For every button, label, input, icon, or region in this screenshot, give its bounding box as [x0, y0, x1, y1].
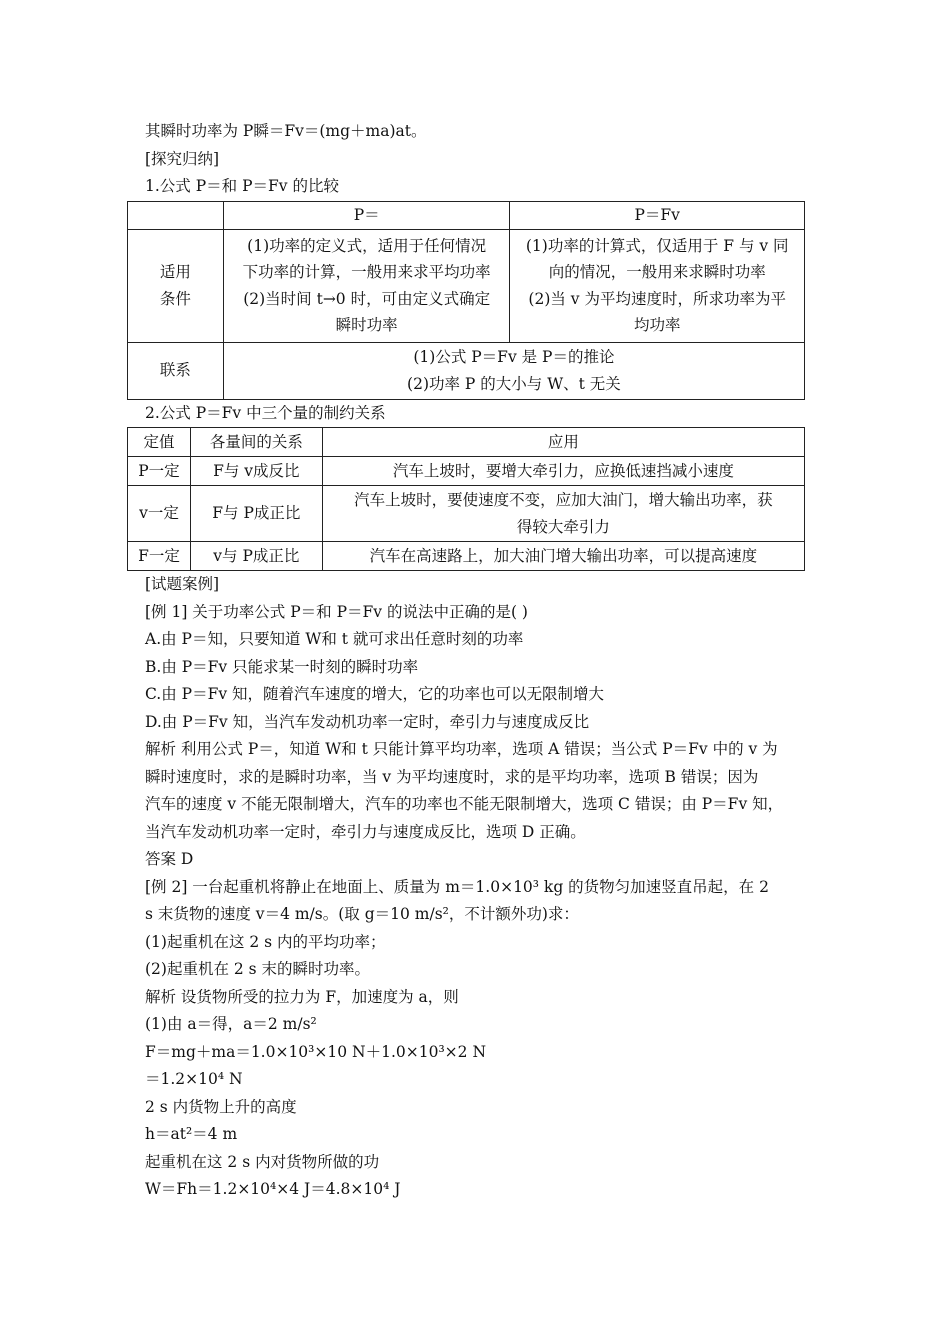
subsection-heading: 1.公式 P＝和 P＝Fv 的比较 — [145, 177, 339, 195]
text-line: s 末货物的速度 v＝4 m/s。(取 g＝10 m/s²，不计额外功)求： — [145, 905, 579, 923]
text-line: C.由 P＝Fv 知，随着汽车速度的增大，它的功率也可以无限制增大 — [145, 685, 605, 703]
section-heading: [探究归纳] — [145, 149, 220, 168]
text-line: ＝1.2×10⁴ N — [145, 1070, 243, 1088]
table-row: v一定 F与 P成正比 汽车上坡时，要使速度不变，应加大油门，增大输出功率，获 得较大牵引力 — [128, 486, 805, 542]
table-header-cell: 应用 — [322, 428, 804, 457]
table-cell: (1)功率的计算式，仅适用于 F 与 v 同 向的情况，一般用来求瞬时功率 (2)当 v 为平均速度时，所求功率为平 均功率 — [510, 229, 805, 342]
text-line: 2 s 内货物上升的高度 — [145, 1097, 297, 1116]
table-header-cell: P＝Fv — [510, 201, 805, 229]
table-cell: (1)功率的定义式，适用于任何情况 下功率的计算，一般用来求平均功率 (2)当时间 t→0 时，可由定义式确定 瞬时功率 — [223, 229, 510, 342]
text-line: 解析 利用公式 P＝，知道 W和 t 只能计算平均功率，选项 A 错误；当公式 P＝Fv 中的 v 为 — [145, 740, 778, 758]
text-line: 当汽车发动机功率一定时，牵引力与速度成反比，选项 D 正确。 — [145, 822, 586, 841]
table-header-cell — [128, 201, 224, 229]
text-line: 解析 设货物所受的拉力为 F，加速度为 a，则 — [145, 987, 459, 1006]
table-header-cell: P＝ — [223, 201, 510, 229]
text-line: (1)起重机在这 2 s 内的平均功率； — [145, 932, 386, 951]
table-row: P一定 F与 v成反比 汽车上坡时，要增大牵引力，应换低速挡减小速度 — [128, 457, 805, 486]
text-line: [例 1] 关于功率公式 P＝和 P＝Fv 的说法中正确的是( ) — [145, 602, 528, 621]
text-line: B.由 P＝Fv 只能求某一时刻的瞬时功率 — [145, 657, 419, 676]
text-line: F＝mg＋ma＝1.0×10³×10 N＋1.0×10³×2 N — [145, 1042, 487, 1061]
text-line: h＝at²＝4 m — [145, 1125, 238, 1143]
text-line: (2)起重机在 2 s 末的瞬时功率。 — [145, 960, 371, 978]
text-line: [试题案例] — [145, 575, 220, 593]
text-line: D.由 P＝Fv 知，当汽车发动机功率一定时，牵引力与速度成反比 — [145, 712, 590, 731]
intro-line: 其瞬时功率为 P瞬＝Fv＝(mg＋ma)at。 — [145, 122, 427, 140]
table-header-cell: 定值 — [128, 428, 191, 457]
text-line: 答案 D — [145, 850, 194, 868]
text-line: 汽车的速度 v 不能无限制增大，汽车的功率也不能无限制增大，选项 C 错误；由 P＝Fv 知， — [145, 795, 784, 813]
row-label-relation: 联系 — [128, 342, 224, 399]
text-line: [例 2] 一台起重机将静止在地面上、质量为 m＝1.0×10³ kg 的货物匀加速竖直吊起，在 2 — [145, 877, 769, 896]
document-page — [138, 118, 825, 1204]
table-header-cell: 各量间的关系 — [190, 428, 322, 457]
subsection-heading: 2.公式 P＝Fv 中三个量的制约关系 — [145, 403, 386, 422]
row-label-applicability: 适用 条件 — [128, 229, 224, 342]
text-line: 瞬时速度时，求的是瞬时功率，当 v 为平均速度时，求的是平均功率，选项 B 错误；因为 — [145, 767, 759, 786]
relation-table — [127, 427, 805, 571]
text-line: 起重机在这 2 s 内对货物所做的功 — [145, 1152, 380, 1171]
text-line: A.由 P＝知，只要知道 W和 t 就可求出任意时刻的功率 — [145, 630, 524, 648]
comparison-table — [127, 201, 805, 400]
table-cell: (1)公式 P＝Fv 是 P＝的推论 (2)功率 P 的大小与 W、t 无关 — [223, 342, 804, 399]
table-row: F一定 v与 P成正比 汽车在高速路上，加大油门增大输出功率，可以提高速度 — [128, 542, 805, 571]
text-line: (1)由 a＝得，a＝2 m/s² — [145, 1015, 317, 1033]
body-text — [145, 571, 825, 1204]
text-line: W＝Fh＝1.2×10⁴×4 J＝4.8×10⁴ J — [145, 1180, 401, 1198]
